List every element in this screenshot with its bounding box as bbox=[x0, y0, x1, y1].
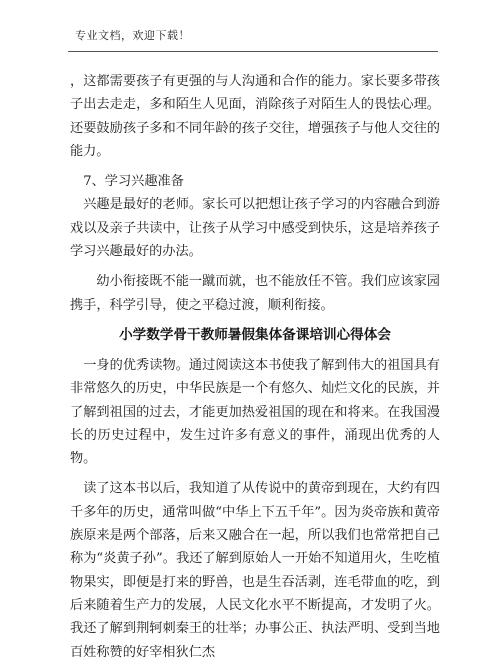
paragraph-transition: 幼小衔接既不能一蹴而就，也不能放任不管。我们应该家园携手，科学引导，使之平稳过渡，顺利衔接。 bbox=[70, 274, 440, 313]
paragraph-communication: ，这都需要孩子有更强的与人沟通和合作的能力。家长要多带孩子出去走走，多和陌生人见面，消除孩子对陌生人的畏怯心理。还要鼓励孩子多和不同年龄的孩子交往，增强孩子与他人交往的能力。 bbox=[70, 74, 440, 159]
document-body bbox=[70, 70, 440, 664]
paragraph-gap bbox=[70, 163, 440, 170]
section-item-7: 7、学习兴趣准备 bbox=[83, 174, 184, 190]
paragraph-gap bbox=[70, 347, 440, 354]
paragraph-interest: 兴趣是最好的老师。家长可以把想让孩子学习的内容融合到游戏以及亲子共读中，让孩子从学习中感受到快乐，这是培养孩子学习兴趣最好的办法。 bbox=[70, 197, 440, 260]
paragraph-history: 读了这本书以后，我知道了从传说中的黄帝到现在，大约有四千多年的历史，通常叫做“中华上下五千年”。因为炎帝族和黄帝族原来是两个部落，后来又融合在一起，所以我们也常常把自己称为“炎黄子孙”。我还了解到原始人一开始不知道用火，生吃植物果实，即便是打来的野兽，也是生吞活剥，连毛带血的吃，到后来随着生产力的发展，人民文化水平不断提高，才发明了火。我还了解到荆轲刺秦王的壮举；办事公正、执法严明、受到当地百姓称赞的好宰相狄仁杰 bbox=[70, 481, 440, 660]
paragraph-gap bbox=[70, 317, 440, 324]
page-header-text: 专业文档，欢迎下载！ bbox=[75, 29, 190, 42]
paragraph-gap bbox=[70, 263, 440, 270]
article-title: 小学数学骨干教师暑假集体备课培训心得体会 bbox=[119, 326, 391, 343]
header-divider bbox=[68, 51, 438, 52]
paragraph-reading: 一身的优秀读物。通过阅读这本书使我了解到伟大的祖国具有非常悠久的历史，中华民族是一个有悠久、灿烂文化的民族，并了解到祖国的过去，才能更加热爱祖国的现在和将来。在我国漫长的历史过程中，发生过许多有意义的事件，涌现出优秀的人物。 bbox=[70, 357, 440, 467]
paragraph-gap bbox=[70, 470, 440, 477]
